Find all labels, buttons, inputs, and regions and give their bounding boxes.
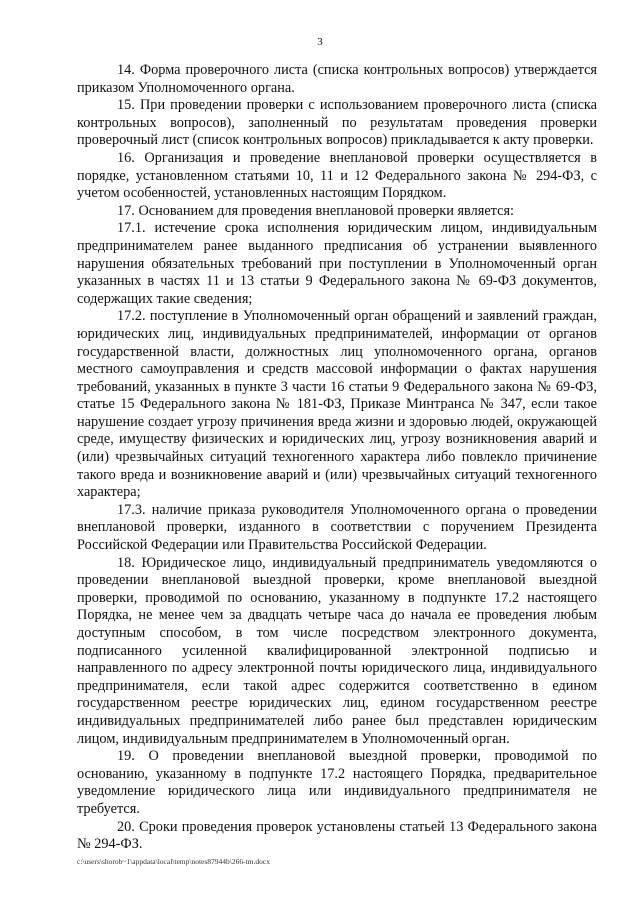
- paragraph-18: 18. Юридическое лицо, индивидуальный предприниматель уведомляются о проведении внеплановой выездной проверки, кроме внеплановой выездной проверки, проводимой по основанию, указанному в подпункте 17.2 настоящего Порядка, не менее чем за двадцать четыре часа до начала ее проведения любым доступным способом, в том числе посредством электронного документа, подписанного усиленной квалифицированной электронной подписью и направленного по адресу электронной почты юридического лица, индивидуального предпринимателя, если такой адрес содержится соответственно в едином государственном реестре юридических лиц, едином государственном реестре индивидуальных предпринимателей либо ранее был представлен юридическим лицом, индивидуальным предпринимателем в Уполномоченный орган.: [77, 554, 597, 747]
- paragraph-14: 14. Форма проверочного листа (списка контрольных вопросов) утверждается приказом Уполномоченного органа.: [77, 62, 597, 96]
- footer-file-path: c:\users\shorob~1\appdata\local\temp\notes87944b\266-tm.docx: [77, 857, 270, 866]
- paragraph-20: 20. Сроки проведения проверок установлены статьей 13 Федерального закона № 294-ФЗ.: [77, 818, 597, 853]
- paragraph-17: 17. Основанием для проведения внеплановой проверки является:: [117, 202, 514, 219]
- paragraph-17-2: 17.2. поступление в Уполномоченный орган обращений и заявлений граждан, юридических лиц, индивидуальных предпринимателей, информации от органов государственной власти, должностных лиц уполномоченного органа, органов местного самоуправления и средств массовой информации о фактах нарушения требований, указанных в пункте 3 части 16 статьи 9 Федерального закона № 69-ФЗ, статье 15 Федерального закона № 181-ФЗ, Приказе Минтранса № 347, если такое нарушение создает угрозу причинения вреда жизни и здоровью людей, окружающей среде, имуществу физических и юридических лиц, угрозу возникновения аварий и (или) чрезвычайных ситуаций техногенного характера либо повлекло причинение такого вреда и возникновение аварий и (или) чрезвычайных ситуаций техногенного характера;: [77, 308, 597, 501]
- paragraph-15: 15. При проведении проверки с использованием проверочного листа (списка контрольных вопросов), заполненный по результатам проведения проверки проверочный лист (список контрольных вопросов) прикладывается к акту проверки.: [77, 97, 597, 149]
- page-number: 3: [317, 36, 323, 48]
- document-body: [77, 62, 597, 854]
- paragraph-19: 19. О проведении внеплановой выездной проверки, проводимой по основанию, указанному в подпункте 17.2 настоящего Порядка, предварительное уведомление юридического лица или индивидуального предпринимателя не требуется.: [77, 748, 597, 817]
- paragraph-17-3: 17.3. наличие приказа руководителя Уполномоченного органа о проведении внеплановой проверки, изданного в соответствии с поручением Президента Российской Федерации или Правительства Российской Федерации.: [77, 501, 597, 554]
- paragraph-17-1: 17.1. истечение срока исполнения юридическим лицом, индивидуальным предпринимателем ранее выданного предписания об устранении выявленного нарушения обязательных требований при поступлении в Уполномоченный орган указанных в частях 11 и 13 статьи 9 Федерального закона № 69-ФЗ документов, содержащих такие сведения;: [77, 220, 597, 307]
- paragraph-16: 16. Организация и проведение внеплановой проверки осуществляется в порядке, установленном статьями 10, 11 и 12 Федерального закона № 294-ФЗ, с учетом особенностей, установленных настоящим Порядком.: [77, 149, 597, 202]
